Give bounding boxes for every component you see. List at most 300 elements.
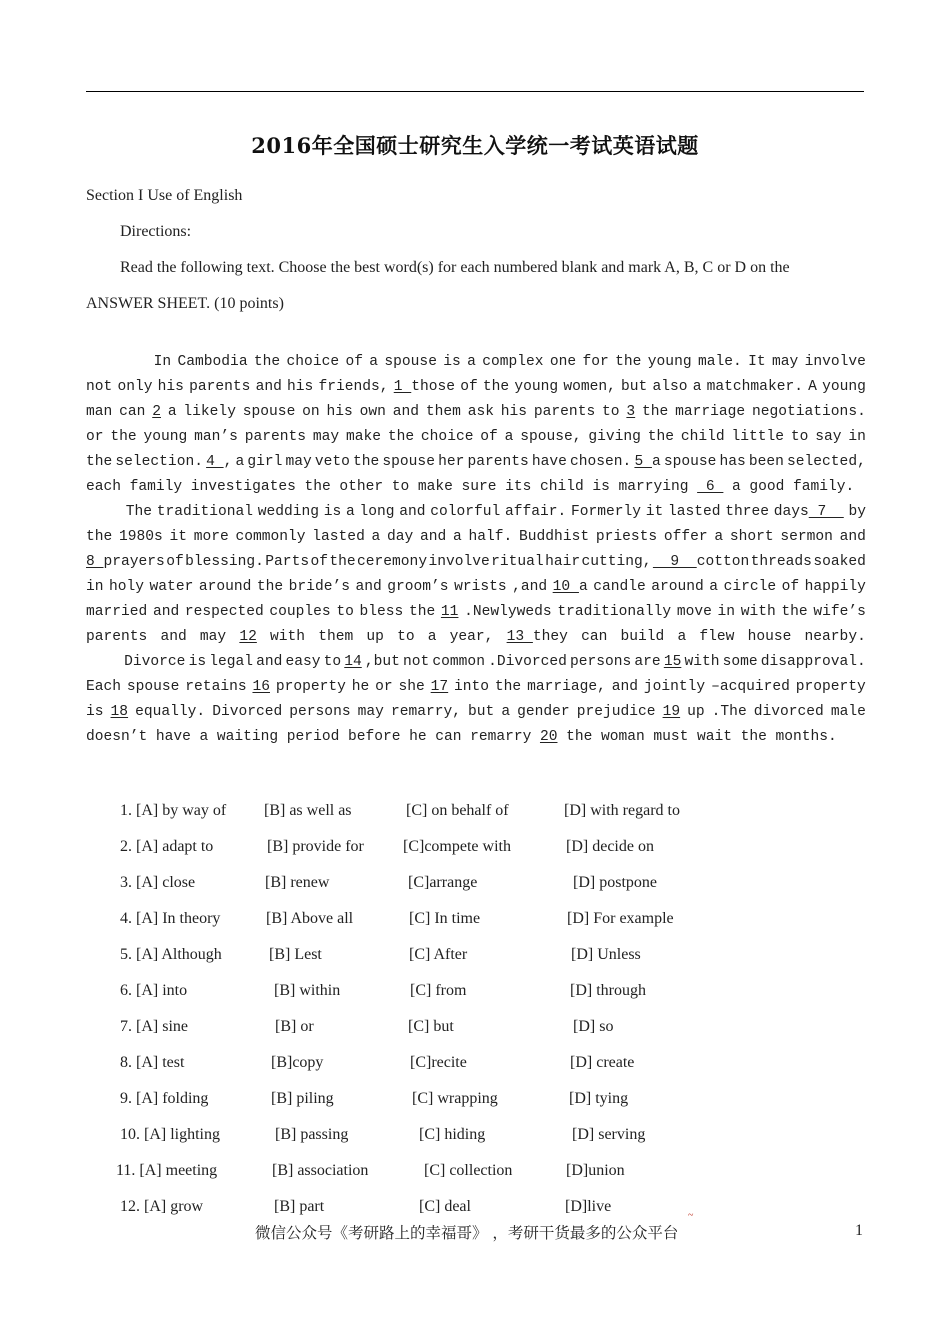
passage-word: the bbox=[566, 729, 593, 745]
passage-word: young bbox=[143, 429, 188, 445]
passage-word: its bbox=[505, 479, 532, 495]
passage-word: 4 , bbox=[206, 454, 233, 470]
passage-word: property bbox=[795, 679, 866, 695]
passage-word: It bbox=[748, 354, 766, 370]
passage-word bbox=[540, 725, 558, 750]
passage-word: young bbox=[647, 354, 692, 370]
passage-word: of bbox=[345, 354, 363, 370]
exam-title: 2016年全国硕士研究生入学统一考试英语试题 bbox=[251, 133, 699, 158]
passage-word: Divorced bbox=[212, 704, 283, 720]
passage-line bbox=[86, 425, 866, 450]
passage-word: and bbox=[160, 629, 187, 645]
question-option-a: 2. [A] adapt to bbox=[120, 838, 214, 855]
passage-word: have bbox=[531, 454, 567, 470]
passage-word: a bbox=[427, 629, 437, 645]
passage-word: and bbox=[256, 654, 283, 670]
question-option-b: [B] or bbox=[275, 1018, 314, 1035]
question-option-b: [B] provide for bbox=[267, 838, 364, 855]
question-option-a: 1. [A] by way of bbox=[120, 802, 227, 819]
passage-word: he bbox=[351, 679, 370, 695]
passage-word: the bbox=[304, 479, 331, 495]
question-option-d: [D] so bbox=[573, 1018, 614, 1035]
passage-word: is bbox=[323, 504, 342, 520]
passage-word: has bbox=[719, 454, 746, 470]
passage-word: in bbox=[717, 604, 736, 620]
passage-word: a bbox=[709, 579, 719, 595]
passage-word: on bbox=[302, 404, 320, 420]
passage-word: a bbox=[167, 404, 177, 420]
question-option-b: [B] piling bbox=[271, 1090, 334, 1107]
passage-word: spouse bbox=[663, 454, 717, 470]
passage-word: wait bbox=[696, 729, 732, 745]
passage-word: up bbox=[687, 704, 705, 720]
passage-word: choice bbox=[286, 354, 340, 370]
passage-word: woman bbox=[600, 729, 645, 745]
passage-word: hair bbox=[545, 554, 581, 570]
question-option-b: [B] passing bbox=[275, 1126, 349, 1143]
section-heading: Section I Use of English bbox=[86, 187, 243, 204]
blank-number: 9 bbox=[652, 554, 697, 570]
question-option-b: [B] renew bbox=[265, 874, 330, 891]
passage-word: 9 cotton bbox=[652, 554, 750, 570]
passage-word: each bbox=[86, 479, 122, 495]
question-option-b: [B] part bbox=[274, 1198, 325, 1215]
passage-word: persons bbox=[289, 704, 351, 720]
passage-word: women, bbox=[563, 379, 616, 395]
blank-number: 7 bbox=[808, 504, 844, 520]
passage-word: 10 a bbox=[552, 579, 588, 595]
passage-word: the bbox=[482, 379, 510, 395]
passage-word: parents bbox=[533, 404, 596, 420]
passage-word: a bbox=[677, 629, 687, 645]
passage-word bbox=[344, 650, 362, 675]
passage-word: a bbox=[371, 529, 381, 545]
passage-word: 5 a bbox=[634, 454, 661, 470]
passage-word: may bbox=[285, 454, 312, 470]
question-option-a: 4. [A] In theory bbox=[120, 910, 221, 927]
passage-word: holy bbox=[109, 579, 145, 595]
blank-number: 3 bbox=[626, 404, 636, 420]
passage-word: may bbox=[357, 704, 384, 720]
question-option-a: 6. [A] into bbox=[120, 982, 188, 999]
passage-word: a bbox=[346, 504, 355, 520]
passage-word bbox=[239, 625, 257, 650]
passage-word: not bbox=[403, 654, 430, 670]
blank-number: 16 bbox=[252, 679, 270, 695]
passage-word: traditionally bbox=[557, 604, 672, 620]
passage-word: may bbox=[771, 354, 799, 370]
passage-word: offer bbox=[663, 529, 708, 545]
question-option-b: [B] Above all bbox=[266, 910, 354, 927]
passage-word: parents bbox=[244, 429, 307, 445]
blank-number: 2 bbox=[152, 404, 161, 420]
passage-word: the bbox=[86, 529, 113, 545]
passage-word: flew bbox=[699, 629, 735, 645]
passage-word: them bbox=[425, 404, 461, 420]
passage-word: the bbox=[615, 354, 642, 370]
passage-word: and bbox=[611, 679, 639, 695]
passage-word: common bbox=[432, 654, 485, 670]
passage-word: prejudice bbox=[576, 704, 656, 720]
passage-word: day bbox=[387, 529, 414, 545]
instruction-line-2: ANSWER SHEET. (10 points) bbox=[86, 295, 284, 312]
question-option-d: [D] decide on bbox=[566, 838, 654, 855]
passage-word: jointly bbox=[643, 679, 706, 695]
passage-word: cutting, bbox=[581, 554, 652, 570]
passage-line bbox=[86, 600, 866, 625]
passage-word: the bbox=[387, 429, 415, 445]
passage-word: the bbox=[647, 429, 675, 445]
passage-line bbox=[86, 475, 866, 500]
blank-number: 14 bbox=[344, 654, 362, 670]
blank-number: 12 bbox=[239, 629, 257, 645]
passage-word bbox=[252, 675, 270, 700]
passage-line bbox=[86, 400, 866, 425]
passage-word: some bbox=[722, 654, 758, 670]
blank-number: 8 bbox=[86, 554, 104, 570]
passage-word: period bbox=[286, 729, 340, 745]
passage-word: family. bbox=[792, 479, 855, 495]
blank-number: 10 bbox=[552, 579, 579, 595]
passage-line bbox=[86, 500, 866, 525]
question-option-d: [D] serving bbox=[572, 1126, 646, 1143]
passage-word: affair. bbox=[504, 504, 567, 520]
passage-word: is bbox=[86, 704, 104, 720]
passage-word: is bbox=[443, 354, 461, 370]
passage-word: to bbox=[790, 429, 809, 445]
passage-word: and bbox=[392, 404, 419, 420]
passage-word: threads bbox=[750, 554, 812, 570]
passage-line bbox=[86, 350, 866, 375]
passage-word: traditional bbox=[156, 504, 254, 520]
passage-word: man bbox=[86, 404, 113, 420]
passage-word: his bbox=[157, 379, 184, 395]
passage-word: Cambodia bbox=[177, 354, 248, 370]
passage-word: veto bbox=[314, 454, 350, 470]
blank-number: 20 bbox=[539, 729, 558, 745]
passage-word: or bbox=[86, 429, 104, 445]
passage-word: the bbox=[253, 354, 281, 370]
passage-word: divorced bbox=[753, 704, 824, 720]
passage-word: Parts bbox=[265, 554, 310, 570]
question-option-b: [B] as well as bbox=[264, 802, 352, 819]
passage-word: short bbox=[729, 529, 774, 545]
footer-note: 微信公众号《考研路上的幸福哥》 ，考研干货最多的公众平台 bbox=[255, 1224, 679, 1242]
passage-word: nearby. bbox=[804, 629, 866, 645]
passage-word: child bbox=[539, 479, 584, 495]
question-option-a: 5. [A] Although bbox=[120, 946, 222, 963]
passage-word: of bbox=[781, 579, 800, 595]
passage-word: he bbox=[409, 729, 427, 745]
question-option-a: 7. [A] sine bbox=[120, 1018, 188, 1035]
passage-word: own bbox=[359, 404, 386, 420]
question-option-a: 3. [A] close bbox=[120, 874, 196, 891]
passage-word: marrying bbox=[618, 479, 689, 495]
passage-word: waiting bbox=[216, 729, 279, 745]
directions-label: Directions: bbox=[120, 223, 192, 240]
passage-word: Formerly bbox=[570, 504, 642, 520]
passage-word: 1 those bbox=[393, 379, 456, 395]
question-option-b: [B] Lest bbox=[269, 946, 322, 963]
passage-word bbox=[152, 400, 161, 425]
passage-word: can bbox=[119, 404, 146, 420]
passage-word: selected, bbox=[787, 454, 866, 470]
passage-word: man’s bbox=[194, 429, 238, 445]
passage-word: must bbox=[653, 729, 689, 745]
passage-word: of bbox=[480, 429, 498, 445]
passage-word: Each bbox=[86, 679, 122, 695]
passage-word: Buddhist bbox=[519, 529, 590, 545]
passage-word: into bbox=[454, 679, 490, 695]
passage-word: a bbox=[731, 479, 741, 495]
question-option-a: 8. [A] test bbox=[120, 1054, 185, 1071]
passage-word: up bbox=[366, 629, 384, 645]
question-option-a: 12. [A] grow bbox=[120, 1198, 204, 1215]
passage-word: sure bbox=[461, 479, 497, 495]
passage-word: investigates bbox=[190, 479, 296, 495]
passage-word bbox=[697, 475, 723, 500]
passage-word: blessing. bbox=[185, 554, 264, 570]
question-option-c: [C] deal bbox=[419, 1198, 471, 1215]
passage-word: water bbox=[149, 579, 194, 595]
passage-word: of bbox=[166, 554, 184, 570]
passage-word: can bbox=[435, 729, 462, 745]
question-option-c: [C] After bbox=[409, 946, 468, 963]
passage-word: marriage, bbox=[527, 679, 606, 695]
passage-word: a bbox=[501, 704, 511, 720]
passage-word: months. bbox=[775, 729, 837, 745]
passage-word: half. bbox=[468, 529, 513, 545]
passage-word: candle bbox=[593, 579, 646, 595]
question-option-c: [C] from bbox=[410, 982, 467, 999]
passage-word: also bbox=[652, 379, 688, 395]
passage-word: have bbox=[155, 729, 191, 745]
passage-word: to bbox=[397, 629, 415, 645]
passage-word: priests bbox=[595, 529, 658, 545]
question-option-c: [C]recite bbox=[410, 1054, 467, 1071]
passage-word: remarry bbox=[470, 729, 532, 745]
passage-word: a bbox=[467, 354, 476, 370]
passage-word: and bbox=[355, 579, 382, 595]
blank-number: 5 bbox=[634, 454, 652, 470]
passage-word: ritual bbox=[491, 554, 544, 570]
passage-word: can bbox=[581, 629, 608, 645]
question-option-a: 9. [A] folding bbox=[120, 1090, 209, 1107]
passage-word: equally. bbox=[135, 704, 206, 720]
passage-word: 13 they bbox=[506, 629, 568, 645]
passage-word: circle bbox=[723, 579, 777, 595]
passage-word: to bbox=[336, 604, 354, 620]
passage-word: 1980s bbox=[119, 529, 163, 545]
blank-number: 15 bbox=[663, 654, 682, 670]
passage-word: her bbox=[438, 454, 465, 470]
passage-word: persons bbox=[570, 654, 632, 670]
passage-word: commonly bbox=[235, 529, 306, 545]
question-option-b: [B]copy bbox=[271, 1054, 324, 1071]
question-option-b: [B] association bbox=[272, 1162, 369, 1179]
passage-line bbox=[86, 725, 866, 750]
passage-line bbox=[86, 375, 866, 400]
passage-word: in bbox=[86, 579, 104, 595]
passage-word: retains bbox=[185, 679, 247, 695]
passage-word: to bbox=[323, 654, 342, 670]
passage-word: married bbox=[86, 604, 148, 620]
question-option-d: [D] create bbox=[570, 1054, 635, 1071]
passage-word: respected bbox=[184, 604, 264, 620]
passage-word bbox=[441, 600, 459, 625]
passage-word: a bbox=[714, 529, 724, 545]
passage-word: or bbox=[375, 679, 393, 695]
passage-word: male bbox=[830, 704, 866, 720]
question-option-a: 10. [A] lighting bbox=[120, 1126, 220, 1143]
passage-word: with bbox=[270, 629, 306, 645]
passage-word bbox=[663, 700, 681, 725]
cloze-passage bbox=[86, 350, 866, 750]
stray-mark: ~ bbox=[688, 1210, 694, 1221]
passage-word: child bbox=[680, 429, 725, 445]
question-option-d: [D] with regard to bbox=[564, 802, 680, 819]
passage-word: and bbox=[839, 529, 866, 545]
passage-word: ,but bbox=[364, 654, 400, 670]
passage-word: gender bbox=[517, 704, 570, 720]
passage-word: three bbox=[725, 504, 769, 520]
blank-number: 11 bbox=[440, 604, 459, 620]
passage-word: male. bbox=[697, 354, 742, 370]
question-option-d: [D] postpone bbox=[573, 874, 657, 891]
passage-word: wrists bbox=[454, 579, 507, 595]
passage-word: remarry, bbox=[390, 704, 461, 720]
passage-word: property bbox=[275, 679, 346, 695]
passage-word: to bbox=[391, 479, 410, 495]
question-option-c: [C]compete with bbox=[403, 838, 511, 855]
passage-word: and bbox=[152, 604, 180, 620]
passage-word: wife’s bbox=[813, 604, 866, 620]
passage-word bbox=[431, 675, 449, 700]
passage-word: one bbox=[549, 354, 577, 370]
passage-line bbox=[86, 700, 866, 725]
passage-word: is bbox=[592, 479, 610, 495]
passage-line bbox=[86, 550, 866, 575]
passage-word: lasted bbox=[312, 529, 365, 545]
passage-word: complex bbox=[482, 354, 544, 370]
blank-number: 19 bbox=[662, 704, 681, 720]
passage-word: been bbox=[748, 454, 784, 470]
passage-word bbox=[111, 700, 129, 725]
passage-word: build bbox=[620, 629, 665, 645]
passage-word: move bbox=[676, 604, 712, 620]
passage-line bbox=[86, 525, 866, 550]
passage-word: them bbox=[318, 629, 354, 645]
passage-line bbox=[86, 450, 866, 475]
passage-word: more bbox=[193, 529, 229, 545]
passage-word bbox=[664, 650, 682, 675]
passage-line bbox=[86, 625, 866, 650]
passage-word: the bbox=[86, 454, 113, 470]
blank-number: 13 bbox=[506, 629, 533, 645]
passage-word: .The bbox=[711, 704, 747, 720]
question-option-c: [C] collection bbox=[424, 1162, 513, 1179]
passage-word: before bbox=[347, 729, 401, 745]
passage-word: young bbox=[822, 379, 866, 395]
passage-word: .Divorced bbox=[488, 654, 567, 670]
passage-word: for bbox=[582, 354, 609, 370]
passage-word: the bbox=[781, 604, 808, 620]
question-option-d: [D]live bbox=[565, 1198, 612, 1215]
passage-word: spouse bbox=[382, 454, 435, 470]
passage-word: may bbox=[199, 629, 227, 645]
passage-word: other bbox=[339, 479, 384, 495]
passage-word: say bbox=[815, 429, 842, 445]
passage-word: the bbox=[110, 429, 137, 445]
passage-word: to bbox=[602, 404, 620, 420]
passage-word: it bbox=[169, 529, 188, 545]
blank-number: 4 bbox=[206, 454, 224, 470]
passage-word: but bbox=[621, 379, 648, 395]
question-option-c: [C] hiding bbox=[419, 1126, 486, 1143]
passage-word: spouse bbox=[384, 354, 437, 370]
passage-word: of bbox=[460, 379, 478, 395]
passage-word: a bbox=[369, 354, 379, 370]
passage-word: the bbox=[408, 604, 436, 620]
passage-word: –acquired bbox=[711, 679, 790, 695]
passage-word: negotiations. bbox=[751, 404, 866, 420]
question-option-c: [C]arrange bbox=[408, 874, 478, 891]
passage-word: bride’s bbox=[288, 579, 350, 595]
passage-word: young bbox=[514, 379, 559, 395]
passage-word: happily bbox=[804, 579, 866, 595]
passage-word: a bbox=[235, 454, 245, 470]
blank-number: 17 bbox=[430, 679, 449, 695]
passage-word: wedding bbox=[257, 504, 320, 520]
question-option-d: [D] For example bbox=[567, 910, 674, 927]
passage-word bbox=[626, 400, 635, 425]
passage-word: and bbox=[255, 379, 282, 395]
passage-word: lasted bbox=[667, 504, 721, 520]
passage-word: make bbox=[417, 479, 453, 495]
instruction-line-1: Read the following text. Choose the best word(s) for each numbered blank and mark A, B, C or D on the bbox=[120, 259, 790, 276]
passage-word: good bbox=[749, 479, 785, 495]
passage-word: are bbox=[634, 654, 661, 670]
passage-line bbox=[86, 575, 866, 600]
passage-word: with bbox=[684, 654, 720, 670]
passage-word: long bbox=[359, 504, 395, 520]
passage-word: the bbox=[256, 579, 284, 595]
passage-word: couples bbox=[269, 604, 331, 620]
passage-word: sermon bbox=[780, 529, 833, 545]
passage-word: soaked bbox=[813, 554, 866, 570]
passage-word: may bbox=[312, 429, 340, 445]
passage-word: Divorce bbox=[124, 654, 186, 670]
passage-word: a bbox=[504, 429, 514, 445]
passage-word: days 7 bbox=[773, 504, 844, 520]
passage-word: friends, bbox=[318, 379, 389, 395]
passage-word: the bbox=[329, 554, 356, 570]
passage-word: ceremony bbox=[357, 554, 428, 570]
passage-word: a bbox=[692, 379, 702, 395]
passage-word: disapproval. bbox=[760, 654, 866, 670]
passage-word: parents bbox=[467, 454, 529, 470]
passage-word: the bbox=[353, 454, 380, 470]
passage-word: spouse bbox=[126, 679, 180, 695]
passage-word: .Newlyweds bbox=[464, 604, 552, 620]
passage-word: choice bbox=[420, 429, 474, 445]
question-option-d: [D] Unless bbox=[571, 946, 641, 963]
passage-word: is bbox=[188, 654, 207, 670]
passage-word: groom’s bbox=[387, 579, 449, 595]
passage-word: the bbox=[494, 679, 522, 695]
passage-word: likely bbox=[183, 404, 236, 420]
passage-word: involve bbox=[428, 554, 490, 570]
